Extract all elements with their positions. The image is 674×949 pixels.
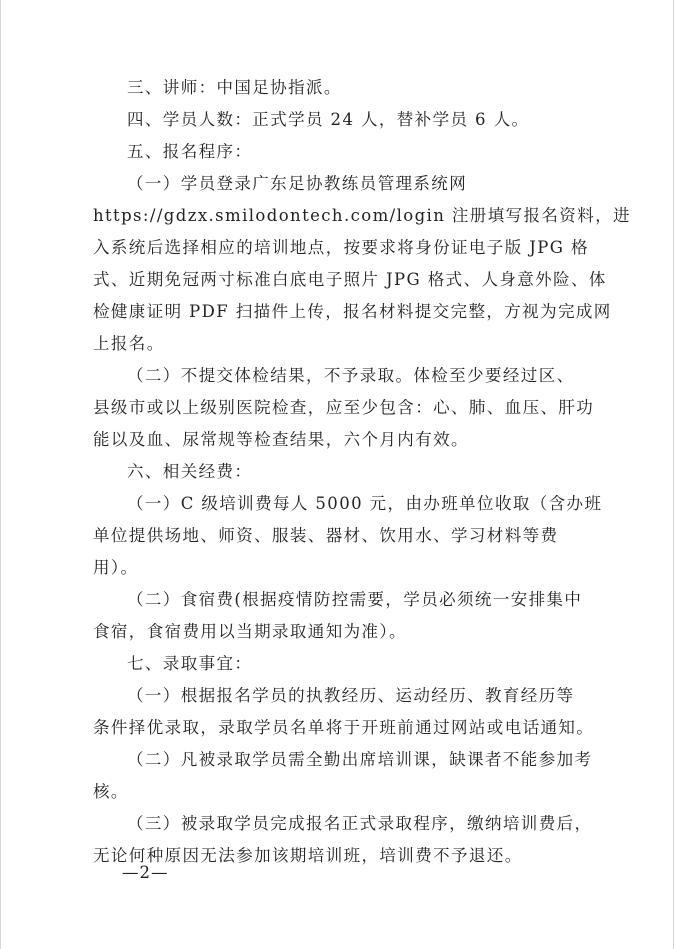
admission-item-1-line-1: （一）根据报名学员的执教经历、运动经历、教育经历等 — [127, 686, 575, 705]
lecturer-line: 三、讲师：中国足协指派。 — [127, 78, 342, 97]
fees-item-2-line-2: 食宿，食宿费用以当期录取通知为准）。 — [93, 622, 407, 641]
registration-step-2-line-1: （二）不提交体检结果，不予录取。体检至少要经过区、 — [127, 366, 575, 385]
registration-step-1-line-2: https://gdzx.smilodontech.com/login 注册填写报名资料，进 — [93, 206, 631, 225]
fees-item-1-line-2: 单位提供场地、师资、服装、器材、饮用水、学习材料等费 — [93, 526, 559, 545]
registration-step-1-line-4: 式、近期免冠两寸标准白底电子照片 JPG 格式、人身意外险、体 — [93, 270, 607, 289]
page-number: —2— — [122, 863, 169, 882]
admission-item-3-line-1: （三）被录取学员完成报名正式录取程序，缴纳培训费后， — [127, 814, 593, 833]
admission-item-1-line-2: 条件择优录取，录取学员名单将于开班前通过网站或电话通知。 — [93, 718, 595, 737]
fees-item-1-line-3: 用）。 — [93, 558, 139, 577]
registration-step-2-line-2: 县级市或以上级别医院检查，应至少包含：心、肺、血压、肝功 — [93, 398, 595, 417]
admission-item-2-line-1: （二）凡被录取学员需全勤出席培训课，缺课者不能参加考 — [127, 750, 593, 769]
fees-item-2-line-1: （二）食宿费(根据疫情防控需要，学员必须统一安排集中 — [127, 590, 583, 609]
registration-heading: 五、报名程序： — [127, 142, 253, 161]
registration-step-1-line-3: 入系统后选择相应的培训地点，按要求将身份证电子版 JPG 格 — [93, 238, 589, 257]
admission-item-3-line-2: 无论何种原因无法参加该期培训班，培训费不予退还。 — [93, 846, 523, 865]
registration-step-1-line-6: 上报名。 — [93, 334, 165, 353]
student-count-line: 四、学员人数：正式学员 24 人，替补学员 6 人。 — [127, 110, 530, 129]
registration-step-1-line-5: 检健康证明 PDF 扫描件上传，报名材料提交完整，方视为完成网 — [93, 302, 612, 321]
registration-step-2-line-3: 能以及血、尿常规等检查结果，六个月内有效。 — [93, 430, 469, 449]
fees-item-1-line-1: （一）C 级培训费每人 5000 元，由办班单位收取（含办班 — [127, 494, 603, 513]
fees-heading: 六、相关经费： — [127, 462, 253, 481]
admission-item-2-line-2: 核。 — [93, 782, 129, 801]
document-body — [93, 72, 631, 872]
registration-step-1-line-1: （一）学员登录广东足协教练员管理系统网 — [127, 174, 468, 193]
admission-heading: 七、录取事宜： — [127, 654, 253, 673]
